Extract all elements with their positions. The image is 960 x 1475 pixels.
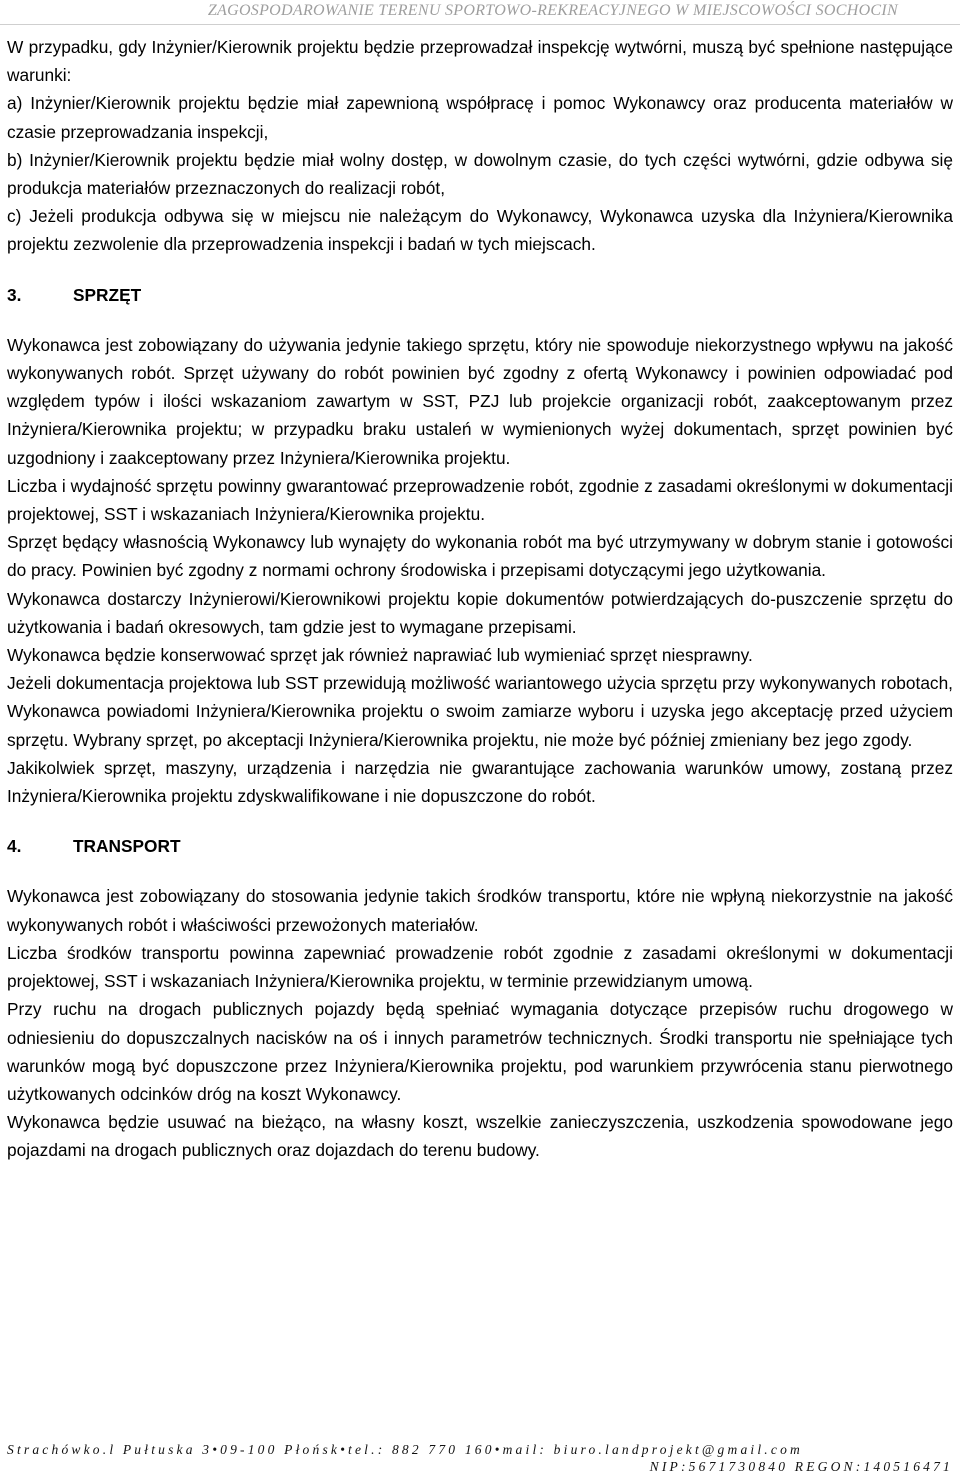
document-body bbox=[7, 33, 953, 1165]
section-3-paragraph: Jeżeli dokumentacja projektowa lub SST przewidują możliwość wariantowego użycia sprzętu przy wykonywanych robotach, Wykonawca powiadomi Inżyniera/Kierownika projektu o swoim zamiarze wyboru i uzyska jego akceptację przed użyciem sprzętu. Wybrany sprzęt, po akceptacji Inżyniera/Kierownika projektu, nie może być później zmieniany bez jego zgody. bbox=[7, 673, 953, 750]
condition-c: c) Jeżeli produkcja odbywa się w miejscu nie należącym do Wykonawcy, Wykonawca uzyska dla Inżyniera/Kierownika projektu zezwolenie dla przeprowadzenia inspekcji i badań w tych miejscach. bbox=[7, 206, 953, 255]
footer-registration-line: NIP:5671730840 REGON:140516471 bbox=[649, 1459, 953, 1474]
section-4-paragraph: Przy ruchu na drogach publicznych pojazdy będą spełniać wymagania dotyczące przepisów ruchu drogowego w odniesieniu do dopuszczalnych nacisków na oś i innych parametrów technicznych. Środki transportu nie spełniające tych warunków mogą być dopuszczone przez Inżyniera/Kierownika projektu, pod warunkiem przywrócenia stanu pierwotnego użytkowanych odcinków dróg na koszt Wykonawcy. bbox=[7, 999, 953, 1104]
section-4-title: TRANSPORT bbox=[73, 836, 181, 857]
footer-contact-line: Strachówko.l Pułtuska 3•09-100 Płońsk•tel.: 882 770 160•mail: biuro.landprojekt@gmail.com bbox=[7, 1442, 803, 1457]
page-header bbox=[0, 0, 960, 24]
section-3-paragraph: Wykonawca będzie konserwować sprzęt jak również naprawiać lub wymieniać sprzęt niesprawny. bbox=[7, 645, 753, 666]
section-4-paragraph: Wykonawca będzie usuwać na bieżąco, na własny koszt, wszelkie zanieczyszczenia, uszkodzenia spowodowane jego pojazdami na drogach publicznych oraz dojazdach do terenu budowy. bbox=[7, 1112, 953, 1161]
header-divider bbox=[0, 24, 960, 25]
section-3-paragraph: Liczba i wydajność sprzętu powinny gwarantować przeprowadzenie robót, zgodnie z zasadami określonymi w dokumentacji projektowej, SST i wskazaniach Inżyniera/Kierownika projektu. bbox=[7, 475, 953, 525]
section-4-number: 4. bbox=[7, 836, 22, 857]
section-3-paragraph: Wykonawca dostarczy Inżynierowi/Kierownikowi projektu kopie dokumentów potwierdzających do-puszczenie sprzętu do użytkowania i badań okresowych, tam gdzie jest to wymagane przepisami. bbox=[7, 588, 953, 637]
section-3-title: SPRZĘT bbox=[73, 284, 142, 305]
intro-paragraph: W przypadku, gdy Inżynier/Kierownik projektu będzie przeprowadzał inspekcję wytwórni, muszą być spełnione następujące warunki: bbox=[7, 37, 953, 86]
section-4-paragraph: Liczba środków transportu powinna zapewniać prowadzenie robót zgodnie z zasadami określonymi w dokumentacji projektowej, SST i wskazaniach Inżyniera/Kierownika projektu, w terminie przewidzianym umową. bbox=[7, 942, 953, 992]
header-title: ZAGOSPODAROWANIE TERENU SPORTOWO-REKREACYJNEGO W MIEJSCOWOŚCI SOCHOCIN bbox=[207, 2, 898, 19]
section-3-paragraph: Wykonawca jest zobowiązany do używania jedynie takiego sprzętu, który nie spowoduje niekorzystnego wpływu na jakość wykonywanych robót. Sprzęt używany do robót powinien być zgodny z ofertą Wykonawcy i powinien odpowiadać pod względem typów i ilości wskazaniom zawartym w SST, PZJ lub projekcie organizacji robót, zaakceptowanym przez Inżyniera/Kierownika projektu; w przypadku braku ustaleń w wymienionych wyżej dokumentach, sprzęt powinien być uzgodniony i zaakceptowany przez Inżyniera/Kierownika projektu. bbox=[7, 334, 953, 468]
section-4-paragraph: Wykonawca jest zobowiązany do stosowania jedynie takich środków transportu, które nie wpłyną niekorzystnie na jakość wykonywanych robót i właściwości przewożonych materiałów. bbox=[7, 886, 953, 935]
section-3-heading bbox=[7, 281, 953, 309]
section-3-paragraph: Sprzęt będący własnością Wykonawcy lub wynajęty do wykonania robót ma być utrzymywany w dobrym stanie i gotowości do pracy. Powinien być zgodny z normami ochrony środowiska i przepisami dotyczącymi jego użytkowania. bbox=[7, 532, 953, 581]
section-3-number: 3. bbox=[7, 284, 22, 305]
section-3-paragraph: Jakikolwiek sprzęt, maszyny, urządzenia i narzędzia nie gwarantujące zachowania warunków umowy, zostaną przez Inżyniera/Kierownika projektu zdyskwalifikowane i nie dopuszczone do robót. bbox=[7, 757, 953, 807]
condition-b: b) Inżynier/Kierownik projektu będzie miał wolny dostęp, w dowolnym czasie, do tych części wytwórni, gdzie odbywa się produkcja materiałów przeznaczonych do realizacji robót, bbox=[7, 149, 953, 199]
condition-a: a) Inżynier/Kierownik projektu będzie miał zapewnioną współpracę i pomoc Wykonawcy oraz producenta materiałów w czasie przeprowadzania inspekcji, bbox=[7, 93, 953, 142]
section-4-heading bbox=[7, 832, 953, 860]
